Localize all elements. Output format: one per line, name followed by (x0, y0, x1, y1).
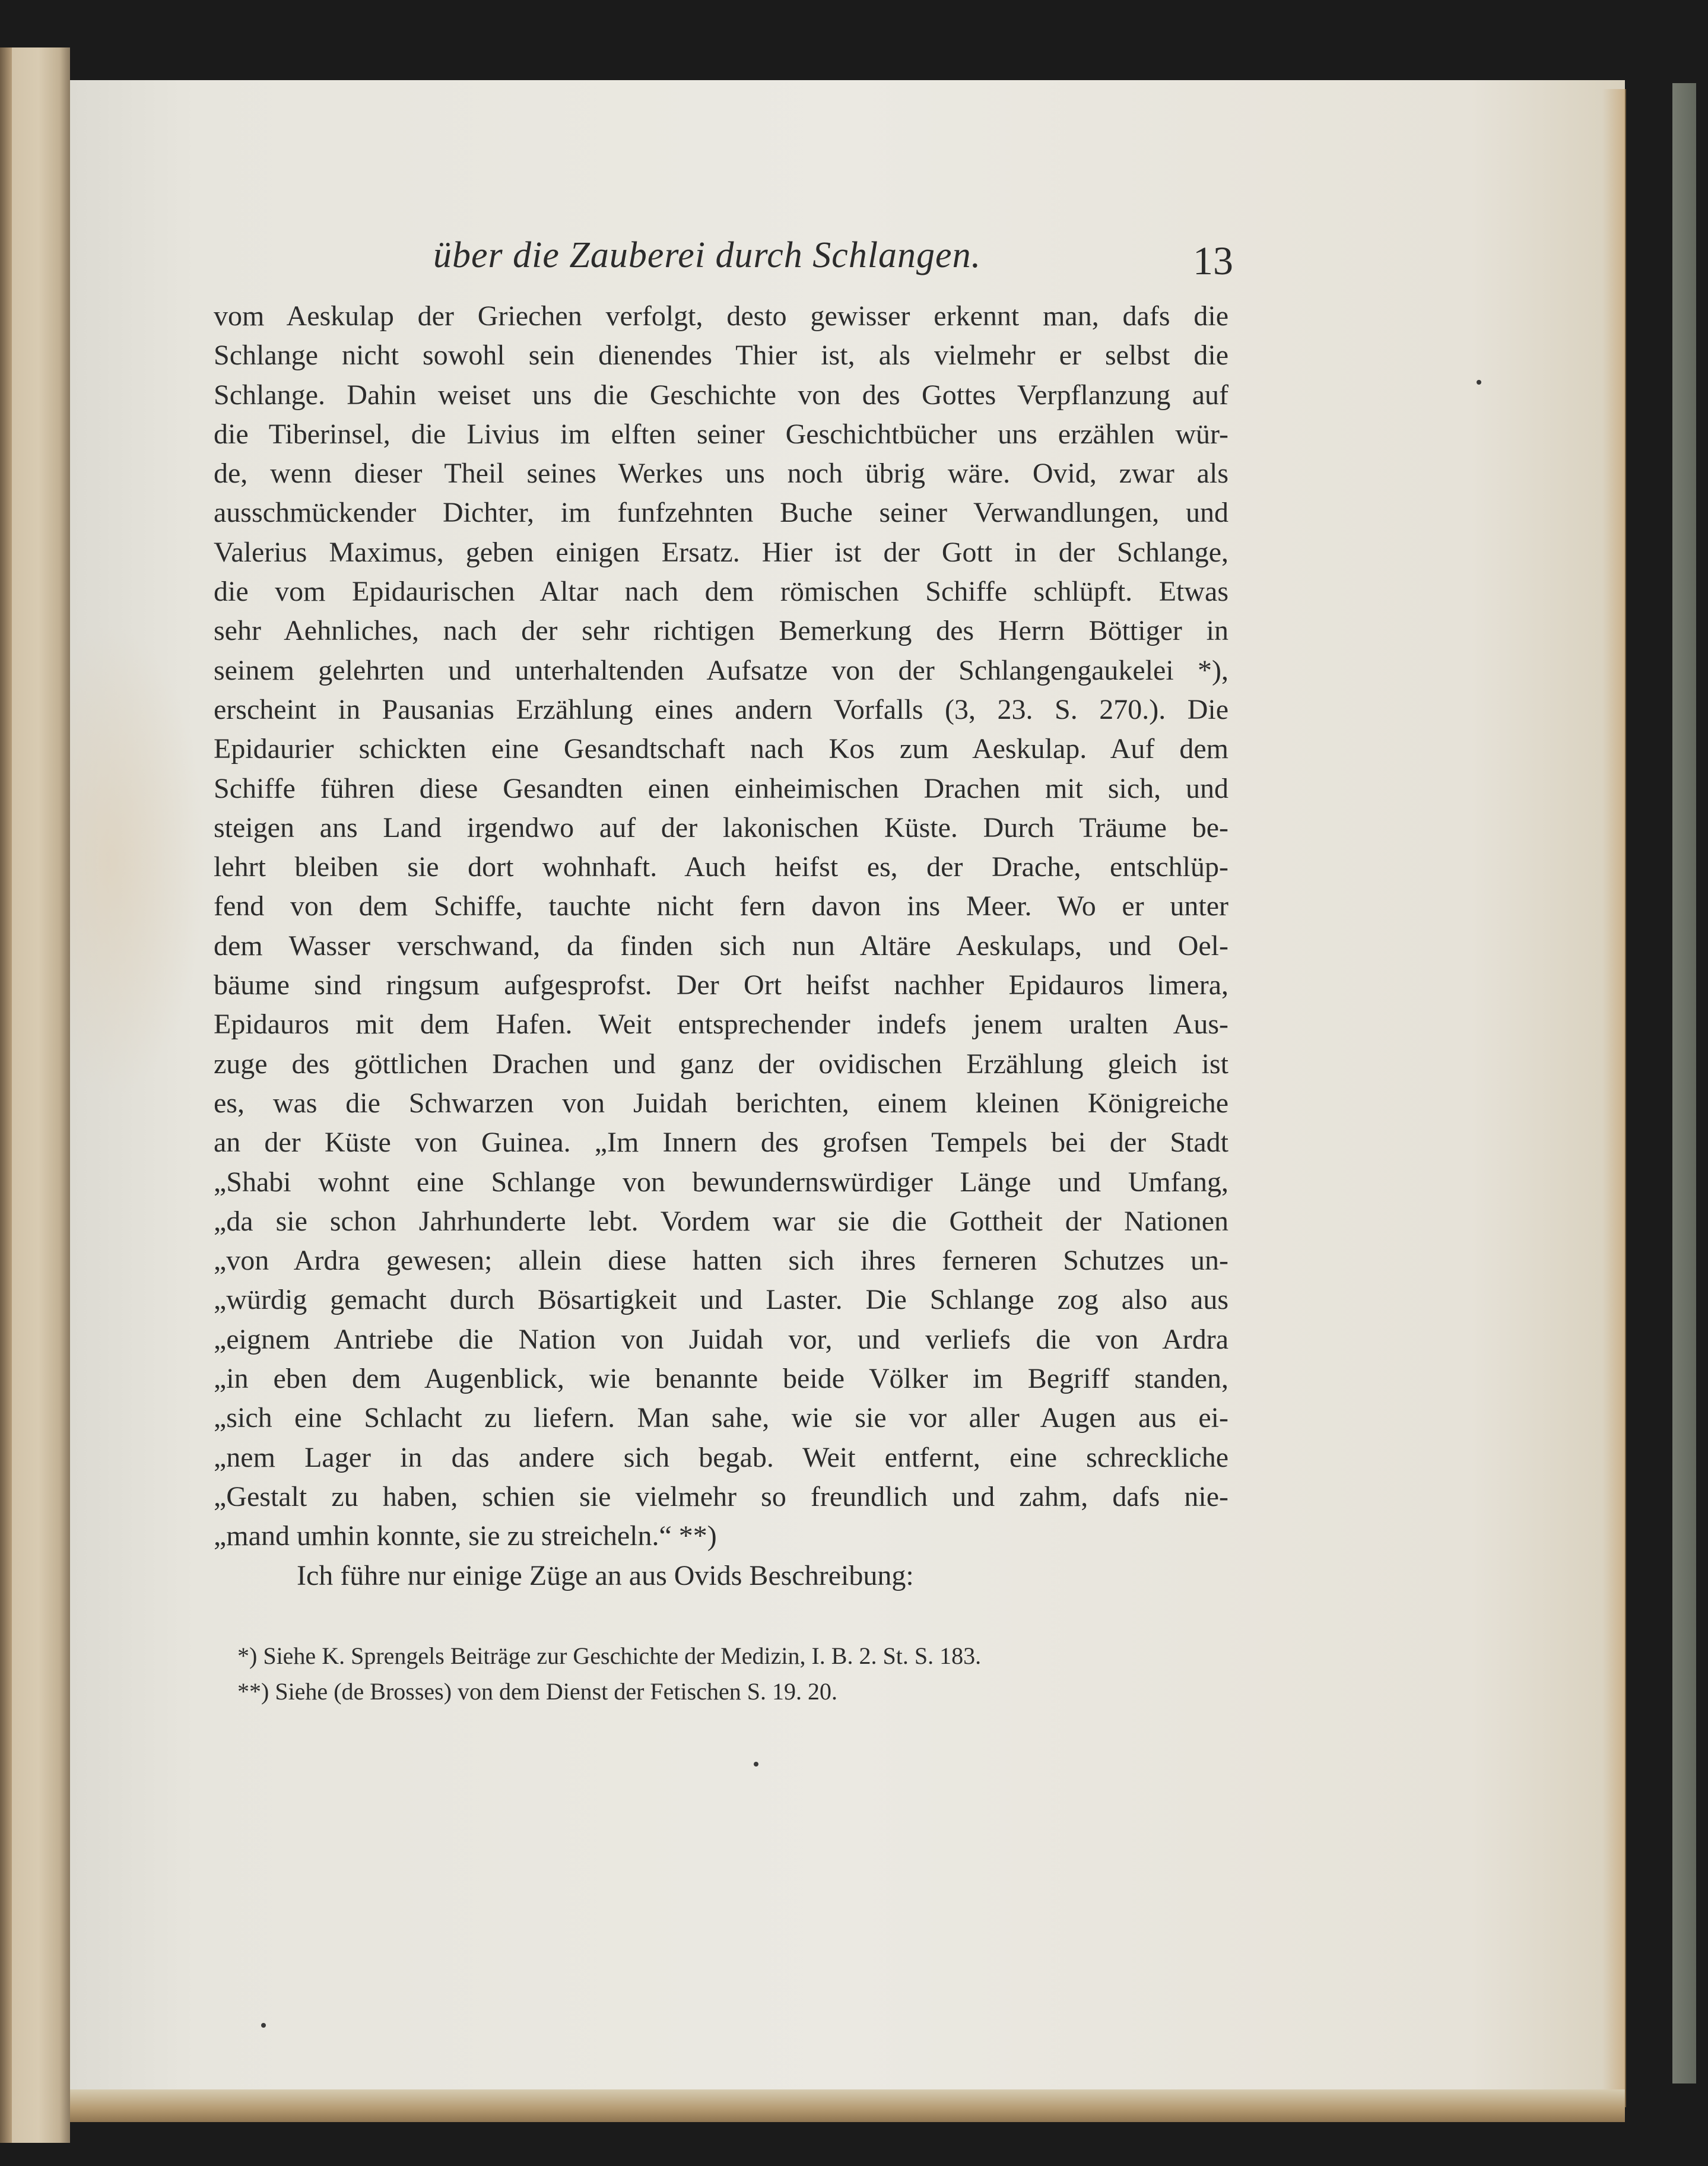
footnote: **) Siehe (de Brosses) von dem Dienst der Fetischen S. 19. 20. (237, 1678, 837, 1705)
text-line: Valerius Maximus, geben einigen Ersatz. Hier ist der Gott in der Schlange, (214, 536, 1228, 568)
text-line: die vom Epidaurischen Altar nach dem römischen Schiffe schlüpft. Etwas (214, 576, 1228, 608)
main-text (214, 297, 1228, 1596)
page-right-foxing (1602, 89, 1626, 2107)
text-line: dem Wasser verschwand, da finden sich nun Altäre Aeskulaps, und Oel- (214, 930, 1228, 962)
text-line: „da sie schon Jahrhunderte lebt. Vordem war sie die Gottheit der Nationen (214, 1205, 1228, 1237)
text-line: Schlange. Dahin weiset uns die Geschichte von des Gottes Verpflanzung auf (214, 379, 1228, 411)
ink-speck (754, 1762, 758, 1767)
facing-page-shadow (0, 47, 12, 2143)
text-line: Epidaurier schickten eine Gesandtschaft nach Kos zum Aeskulap. Auf dem (214, 733, 1228, 765)
text-line: „von Ardra gewesen; allein diese hatten sich ihres ferneren Schutzes un- (214, 1245, 1228, 1277)
text-line: seinem gelehrten und unterhaltenden Aufsatze von der Schlangengaukelei *), (214, 654, 1228, 686)
footnote: *) Siehe K. Sprengels Beiträge zur Geschichte der Medizin, I. B. 2. St. S. 183. (237, 1642, 982, 1669)
text-line: erscheint in Pausanias Erzählung eines andern Vorfalls (3, 23. S. 270.). Die (214, 693, 1228, 725)
text-line: Schlange nicht sowohl sein dienendes Thier ist, als vielmehr er selbst die (214, 340, 1228, 372)
text-line: an der Küste von Guinea. „Im Innern des grofsen Tempels bei der Stadt (214, 1127, 1228, 1159)
paragraph-start-line: Ich führe nur einige Züge an aus Ovids Beschreibung: (297, 1559, 914, 1591)
text-line: „eignem Antriebe die Nation von Juidah vor, und verliefs die von Ardra (214, 1323, 1228, 1355)
running-title: über die Zauberei durch Schlangen. (433, 235, 982, 275)
text-line: es, was die Schwarzen von Juidah berichten, einem kleinen Königreiche (214, 1087, 1228, 1119)
text-line: sehr Aehnliches, nach der sehr richtigen Bemerkung des Herrn Böttiger in (214, 615, 1228, 647)
text-line: vom Aeskulap der Griechen verfolgt, desto gewisser erkennt man, dafs die (214, 300, 1228, 332)
ink-speck (1477, 380, 1481, 385)
text-line: „Shabi wohnt eine Schlange von bewundernswürdiger Länge und Umfang, (214, 1166, 1228, 1198)
footnotes (237, 1638, 1246, 1710)
text-line: lehrt bleiben sie dort wohnhaft. Auch heifst es, der Drache, entschlüp- (214, 851, 1228, 883)
text-line: die Tiberinsel, die Livius im elften seiner Geschichtbücher uns erzählen wür- (214, 418, 1228, 450)
ink-speck (261, 2023, 266, 2028)
text-line: „Gestalt zu haben, schien sie vielmehr so freundlich und zahm, dafs nie- (214, 1480, 1228, 1512)
text-line: fend von dem Schiffe, tauchte nicht fern davon ins Meer. Wo er unter (214, 890, 1228, 922)
text-line: „sich eine Schlacht zu liefern. Man sahe, wie sie vor aller Augen aus ei- (214, 1402, 1228, 1434)
text-line: de, wenn dieser Theil seines Werkes uns noch übrig wäre. Ovid, zwar als (214, 458, 1228, 490)
page-number: 13 (1193, 238, 1233, 283)
text-line: zuge des göttlichen Drachen und ganz der ovidischen Erzählung gleich ist (214, 1048, 1228, 1080)
text-line: „nem Lager in das andere sich begab. Weit entfernt, eine schreckliche (214, 1441, 1228, 1473)
text-line: Epidauros mit dem Hafen. Weit entsprechender indefs jenem uralten Aus- (214, 1009, 1228, 1041)
text-line: bäume sind ringsum aufgesprofst. Der Ort heifst nachher Epidauros limera, (214, 969, 1228, 1001)
text-line: ausschmückender Dichter, im funfzehnten Buche seiner Verwandlungen, und (214, 497, 1228, 529)
page-stain (70, 623, 207, 1098)
text-line: „in eben dem Augenblick, wie benannte beide Völker im Begriff standen, (214, 1363, 1228, 1395)
page-bottom-edge (70, 2089, 1625, 2122)
text-line: „würdig gemacht durch Bösartigkeit und Laster. Die Schlange zog also aus (214, 1284, 1228, 1316)
book-cover-edge (1672, 83, 1696, 2083)
text-line: „mand umhin konnte, sie zu streicheln.“ **) (214, 1520, 717, 1552)
text-line: steigen ans Land irgendwo auf der lakonischen Küste. Durch Träume be- (214, 811, 1228, 843)
text-line: Schiffe führen diese Gesandten einen einheimischen Drachen mit sich, und (214, 772, 1228, 804)
